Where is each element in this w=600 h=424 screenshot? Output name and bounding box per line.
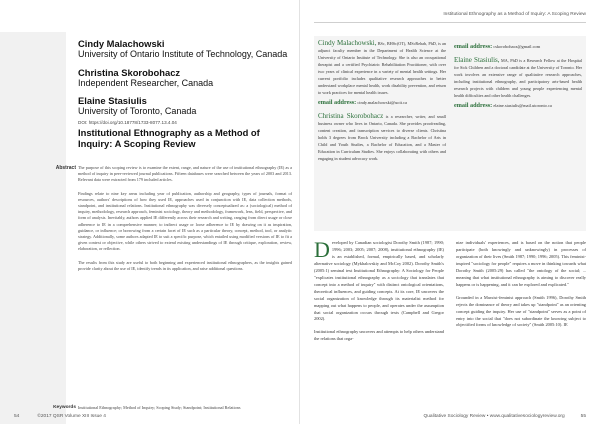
keywords-text: Institutional Ethnography; Method of Inquiry; Scoping Study; Standpoint; Institutional Relations [78, 405, 241, 410]
author-affiliation: University of Ontario Institute of Technology, Canada [78, 49, 288, 59]
bio-text: BSc, BHSc(OT), MScRehab, PhD, is an adjunct faculty member in the Department of Health Science at the University of Ontario Institute of Technology. She is also an occupational therapist and a certified Psychiatric Rehabilitation Practitioner, with over two years of clinical experience in a variety of mental health settings. Her current portfolio includes qualitative research approaches to better understand workplace mental health, work disability prevention, and return to work practices for mental health issues. [318, 41, 447, 95]
author-malachowski [78, 38, 293, 60]
author-name: Cindy Malachowski [78, 38, 165, 49]
author-affiliation: Independent Researcher, Canada [78, 77, 214, 88]
email-label: email address: [318, 99, 357, 106]
body-paragraph: Institutional ethnography uncovers and attempts to help others understand the relations that orga- [314, 329, 444, 342]
bio-skorobohacz-email [454, 43, 582, 50]
author-name: Christina Skorobohacz [78, 66, 181, 78]
email-link[interactable]: elaine.stasiulis@mail.utoronto.ca [493, 103, 552, 108]
article-title: Institutional Ethnography as a Method of Inquiry: A Scoping Review [78, 126, 260, 149]
author-bios-box [314, 36, 586, 231]
bio-name: Christina Skorobohacz [318, 112, 384, 120]
left-footer [14, 414, 106, 419]
right-page [300, 0, 600, 424]
body-text: eveloped by Canadian sociologist Dorothy Smith (1987; 1990; 1996; 2003; 2005; 2007; 2008), institutional ethnography (IE) is an established, formal, empirically based, and scholarly alternative sociology (Mykhalovskiy and McCoy 2002). Dorothy Smith's (2005:1) seminal text Institutional Ethnography: A Sociology for People "explicates institutional ethnography as a sociology that translates that concept into a method of inquiry" with distinct ontological orientations, theoretical influences, and guiding concepts. At its core, IE uncovers the social organization of knowledge through its materialist method for mapping out what happens to people, and operates under the assumption that social organization occurs through texts (Campbell and Gregor 2002). [314, 240, 444, 322]
abstract-paragraph: The results from this study are useful to both beginning and experienced institutional ethnographers, as the insights gained provide clarity about the use of IE, identify trends in its application, and raise additional questions. [78, 259, 292, 271]
abstract-paragraph: The purpose of this scoping review is to examine the extent, range, and nature of the use of institutional ethnography (IE) as a method of inquiry in peer-reviewed journal publications. Fifteen databases were searched between the years of 2003 and 2013. Relevant data were extracted from 179 included articles. [78, 165, 292, 183]
footer-text: Qualitative Sociology Review • www.qualitativesociologyreview.org [423, 414, 565, 419]
doi-link[interactable]: DOI: https://doi.org/10.18778/1733-8077.13.4.04 [78, 119, 177, 125]
bio-email [318, 99, 446, 106]
email-link[interactable]: cindy.malachowski@uoit.ca [357, 100, 407, 105]
email-link[interactable]: cskorobohacz@gmail.com [493, 44, 541, 49]
bio-malachowski [318, 40, 446, 106]
email-label: email address: [454, 43, 493, 50]
bio-skorobohacz [318, 113, 446, 162]
author-stasiulis [78, 95, 293, 117]
page-number: 55 [580, 414, 586, 419]
bio-text: is a researcher, writer, and small business owner who lives in Ontario, Canada. She provides proofreading, content creation, and transcription services to diverse clients. Christina holds 3 degrees from Brock University including a Bachelor of Arts in Child and Youth Studies, a Bachelor of Education, and a Master of Education in Curriculum Studies. She enjoys collaborating with others and engaging in student advocacy work. [318, 114, 446, 161]
author-name: Elaine Stasiulis [78, 95, 147, 106]
abstract-paragraph: Findings relate to nine key areas including year of publication, authorship and geography, types of journals, format of resources, authors' descriptions of how they used IE, approaches used in conjunction with IE, data collection methods, standpoint, and institutional relations. Institutional ethnography was diversely conceptualized as: a (sociological) method of inquiry, methodology, research approach, feminist sociology, theory and methodology, framework, lens, field, perspective, and form of analysis. Inevitably, authors applied IE differently across their research and writing, ranging from direct usage or close adherence to IE in a comprehensive manner; to indirect usage or loose adherence to IE by drawing on it as inspiration, guidance, or influence; or borrowing from a certain facet of IE such as a particular theory, concept, method, tool, or analytic strategy. Additionally, some authors adapted IE to suit a specific purpose, which entailed using modified versions of IE to fit a given context or objective, while others strived to extend existing understandings of IE through critique, exploration, review, elaboration, or reflection. [78, 190, 292, 252]
bio-stasiulis [454, 57, 582, 109]
body-paragraph: Grounded in a Marxist-feminist approach (Smith 1996), Dorothy Smith rejects the dominance of theory and takes up "standpoint" as an orienting concept guiding the inquiry. Her use of "standpoint" serves as a point of entry into the social that "does not subordinate the knowing subject to objectified forms of knowledge of society" (Smith 2005:10). IE [456, 294, 586, 328]
body-paragraph [314, 237, 444, 323]
running-head: Institutional Ethnography as a Method of Inquiry: A Scoping Review [443, 12, 586, 17]
body-column [314, 237, 444, 349]
abstract-text [78, 165, 292, 279]
author-block [78, 38, 293, 149]
author-skorobohacz [78, 67, 293, 89]
body-paragraph: nize individuals' experiences, and is based on the notion that people participate (both knowingly and unknowingly) in processes of organization of their lives (Smith 1987; 1990; 1996; 2005). This feminist-inspired "sociology for people" requires a move in thinking towards what Dorothy Smith (2005:29) has called "the ontology of the social; ... meaning that what institutional ethnography is aiming to discover really happens or is happening, and it can be explored and explicated." [456, 240, 586, 287]
bio-name: Cindy Malachowski, [318, 39, 377, 47]
bio-name: Elaine Stasiulis, [454, 56, 500, 64]
bio-column [318, 40, 446, 169]
bio-email [454, 102, 582, 109]
bio-email [454, 43, 582, 50]
email-label: email address: [454, 102, 493, 109]
bio-column [454, 40, 582, 116]
abstract-label: Abstract [55, 165, 76, 171]
keywords-label: Keywords [53, 405, 76, 410]
bio-text: MA, PhD is a Research Fellow at the Hospital for Sick Children and a doctoral candidate at the University of Toronto. Her work involves an extensive range of qualitative research approaches, including institutional ethnography, and participatory arts-based health research projects with children and young people experiencing mental health difficulties and other health challenges. [454, 58, 583, 98]
body-column [456, 240, 586, 335]
left-margin-band [0, 32, 66, 424]
page-number: 54 [14, 414, 20, 419]
author-affiliation: University of Toronto, Canada [78, 106, 197, 116]
footer-text: ©2017 QSR Volume XIII Issue 4 [37, 414, 106, 419]
drop-cap: D [314, 237, 330, 262]
header-divider [314, 22, 586, 23]
right-footer [300, 414, 586, 419]
